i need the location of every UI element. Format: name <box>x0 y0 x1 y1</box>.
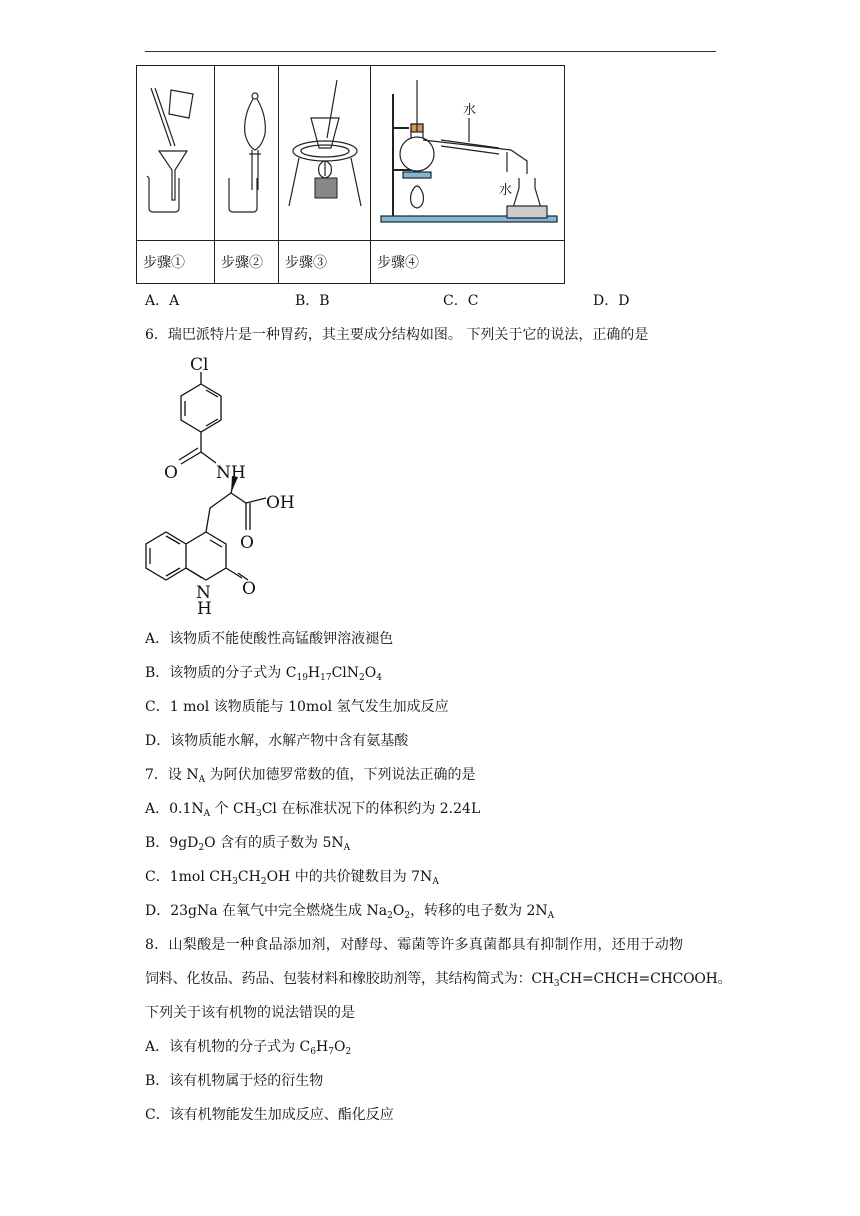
q7-option-a[interactable]: A．$0.1N_A$ 个 $CH_3Cl$ 在标准状况下的体积约为 2.24L <box>145 801 481 819</box>
separatory-funnel-icon <box>215 66 278 236</box>
rebamipide-structure <box>140 348 310 618</box>
q6-option-c[interactable]: C．1 mol 该物质能与 10mol 氢气发生加成反应 <box>145 699 449 715</box>
q5-option-b[interactable]: B．B <box>295 293 330 309</box>
atom-h-ring: H <box>197 599 212 618</box>
q6-stem: 6．瑞巴派特片是一种胃药，其主要成分结构如图。 下列关于它的说法，正确的是 <box>145 327 649 343</box>
q8-stem-line1: 8．山梨酸是一种食品添加剂，对酵母、霉菌等许多真菌都具有抑制作用，还用于动物 <box>145 937 684 953</box>
atom-o-acid: O <box>240 533 254 553</box>
header-rule <box>145 51 716 52</box>
water-out-label: 水 <box>463 103 477 118</box>
q5-option-c[interactable]: C．C <box>443 293 479 309</box>
step1-figure <box>137 66 215 241</box>
water-in-label: 水 <box>499 183 513 198</box>
step3-label: 步骤③ <box>279 241 371 284</box>
q7-option-c[interactable]: C．1mol $CH_3CH_2OH$ 中的共价键数目为 $7N_A$ <box>145 869 439 887</box>
step2-label: 步骤② <box>215 241 279 284</box>
atom-cl: Cl <box>190 355 209 375</box>
q8-option-b[interactable]: B．该有机物属于烃的衍生物 <box>145 1073 324 1089</box>
q5-option-d[interactable]: D．D <box>593 293 630 309</box>
atom-o-ring: O <box>242 579 256 599</box>
q6-option-b[interactable]: B．该物质的分子式为 $C_{19}H_{17}ClN_2O_4$ <box>145 665 382 683</box>
q7-option-d[interactable]: D．23gNa 在氧气中完全燃烧生成 $Na_2O_2$，转移的电子数为 $2N_A$ <box>145 903 555 921</box>
q5-options <box>145 290 705 308</box>
q6-option-a[interactable]: A．该物质不能使酸性高锰酸钾溶液褪色 <box>145 631 394 647</box>
step2-figure <box>215 66 279 241</box>
q8-option-a[interactable]: A．该有机物的分子式为 $C_6H_7O_2$ <box>145 1039 352 1057</box>
steps-table <box>136 65 565 284</box>
evaporation-apparatus-icon <box>279 66 370 236</box>
distillation-apparatus-icon <box>371 66 564 236</box>
step4-figure <box>371 66 565 241</box>
step4-label: 步骤④ <box>371 241 565 284</box>
step3-figure <box>279 66 371 241</box>
filtration-apparatus-icon <box>137 66 214 236</box>
step1-label: 步骤① <box>137 241 215 284</box>
q7-option-b[interactable]: B．$9gD_2O$ 含有的质子数为 $5N_A$ <box>145 835 351 853</box>
q5-option-a[interactable]: A．A <box>145 293 180 309</box>
q8-stem-line2: 饲料、化妆品、药品、包装材料和橡胶助剂等，其结构简式为：$CH_3CH=CHCH=CHCOOH$。 <box>145 971 732 989</box>
atom-oh: OH <box>266 493 295 513</box>
q6-option-d[interactable]: D．该物质能水解，水解产物中含有氨基酸 <box>145 733 409 749</box>
atom-n-ring: N <box>196 583 211 603</box>
q8-stem-line3: 下列关于该有机物的说法错误的是 <box>145 1005 355 1021</box>
q8-option-c[interactable]: C．该有机物能发生加成反应、酯化反应 <box>145 1107 394 1123</box>
atom-o-amide: O <box>164 463 178 483</box>
q7-stem: 7．设 $N_A$ 为阿伏加德罗常数的值，下列说法正确的是 <box>145 767 476 785</box>
atom-nh: NH <box>216 463 246 483</box>
